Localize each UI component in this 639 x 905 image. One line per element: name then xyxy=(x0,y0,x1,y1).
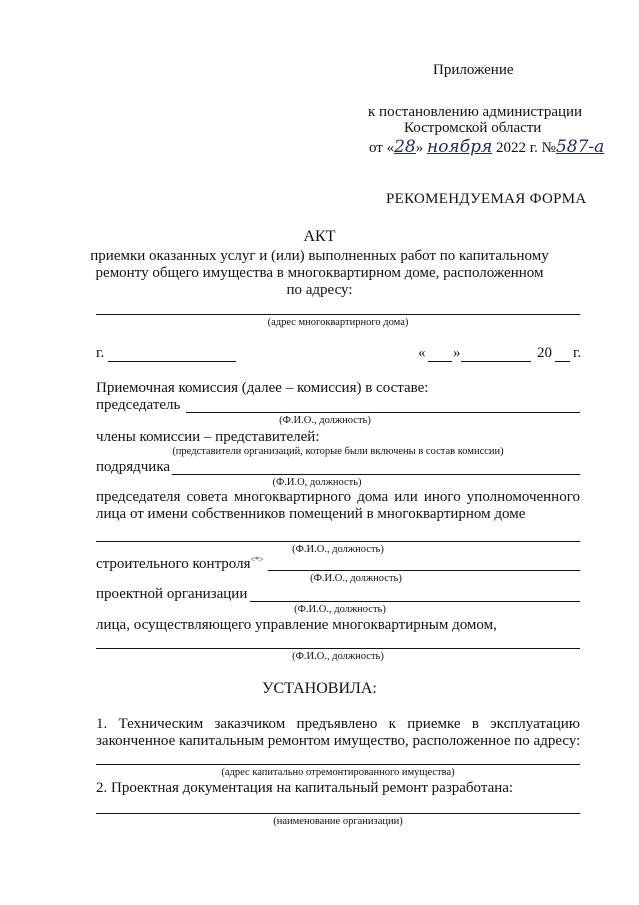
decree-reference: к постановлению администрации xyxy=(368,104,583,120)
manager-caption: (Ф.И.О., должность) xyxy=(292,651,384,662)
item1-line1: 1. Техническим заказчиком предъявлено к приемке в эксплуатацию xyxy=(96,716,580,732)
chairman-label: председатель xyxy=(96,397,181,413)
year-fill-line[interactable] xyxy=(555,361,570,362)
date-month-handwritten: ноября xyxy=(427,137,493,157)
design-org-caption: (Ф.И.О., должность) xyxy=(294,604,386,615)
year-suffix: г. xyxy=(573,345,582,361)
construction-control-caption: (Ф.И.О., должность) xyxy=(310,573,402,584)
commission-intro: Приемочная комиссия (далее – комиссия) в составе: xyxy=(96,380,429,396)
council-chair-line2: лица от имени собственников помещений в многоквартирном доме xyxy=(96,506,526,522)
day-fill-line[interactable] xyxy=(428,361,452,362)
design-org-label: проектной организации xyxy=(96,586,248,602)
council-chair-line1: председателя совета многоквартирного дома или иного уполномоченного xyxy=(96,489,580,505)
members-label: члены комиссии – представителей: xyxy=(96,429,320,445)
date-close-quote: » xyxy=(453,345,461,361)
design-org-fill-line[interactable] xyxy=(250,601,580,602)
footnote-mark: <*> xyxy=(250,555,264,564)
address-caption: (адрес многоквартирного дома) xyxy=(267,317,409,328)
address-fill-line[interactable] xyxy=(96,314,580,315)
item1-fill-line[interactable] xyxy=(96,764,580,765)
item2-caption: (наименование организации) xyxy=(273,816,403,827)
chairman-fill-line[interactable] xyxy=(186,412,580,413)
construction-control-fill-line[interactable] xyxy=(268,570,580,571)
contractor-caption: (Ф.И.О, должность) xyxy=(272,477,362,488)
contractor-fill-line[interactable] xyxy=(172,474,580,475)
act-title: АКТ xyxy=(303,228,336,245)
date-mid: » xyxy=(415,140,424,156)
construction-control-text: строительного контроля xyxy=(96,556,251,572)
construction-control-label xyxy=(96,555,264,573)
manager-fill-line[interactable] xyxy=(96,648,580,649)
council-chair-fill-line[interactable] xyxy=(96,541,580,542)
council-chair-caption: (Ф.И.О., должность) xyxy=(292,544,384,555)
contractor-label: подрядчика xyxy=(96,459,171,475)
act-subtitle-line2: ремонту общего имущества в многоквартирном доме, расположенном xyxy=(95,265,544,281)
act-subtitle-line3: по адресу: xyxy=(286,282,353,298)
city-fill-line[interactable] xyxy=(108,361,236,362)
established-heading: УСТАНОВИЛА: xyxy=(262,680,377,697)
decree-date-line xyxy=(369,137,604,157)
recommended-form-label: РЕКОМЕНДУЕМАЯ ФОРМА xyxy=(386,191,587,207)
decree-number-handwritten: 587-а xyxy=(555,137,605,157)
date-open-quote: « xyxy=(418,345,426,361)
act-subtitle-line1: приемки оказанных услуг и (или) выполненных работ по капитальному xyxy=(90,248,549,264)
members-caption: (представители организаций, которые были включены в состав комиссии) xyxy=(172,446,504,457)
chairman-caption: (Ф.И.О., должность) xyxy=(279,415,371,426)
item1-line2: законченное капитальным ремонтом имущество, расположенное по адресу: xyxy=(96,733,581,749)
item2-text: 2. Проектная документация на капитальный ремонт разработана: xyxy=(96,780,514,796)
appendix-label: Приложение xyxy=(433,62,514,78)
month-fill-line[interactable] xyxy=(461,361,531,362)
city-label: г. xyxy=(96,345,105,361)
region-name: Костромской области xyxy=(404,120,542,136)
item1-caption: (адрес капитально отремонтированного имущества) xyxy=(221,767,455,778)
item2-fill-line[interactable] xyxy=(96,813,580,814)
year-prefix: 20 xyxy=(537,345,552,361)
date-year: 2022 г. № xyxy=(495,140,556,156)
date-day-handwritten: 28 xyxy=(394,137,416,157)
manager-label: лица, осуществляющего управление многоквартирным домом, xyxy=(96,617,497,633)
date-prefix: от « xyxy=(369,140,395,156)
